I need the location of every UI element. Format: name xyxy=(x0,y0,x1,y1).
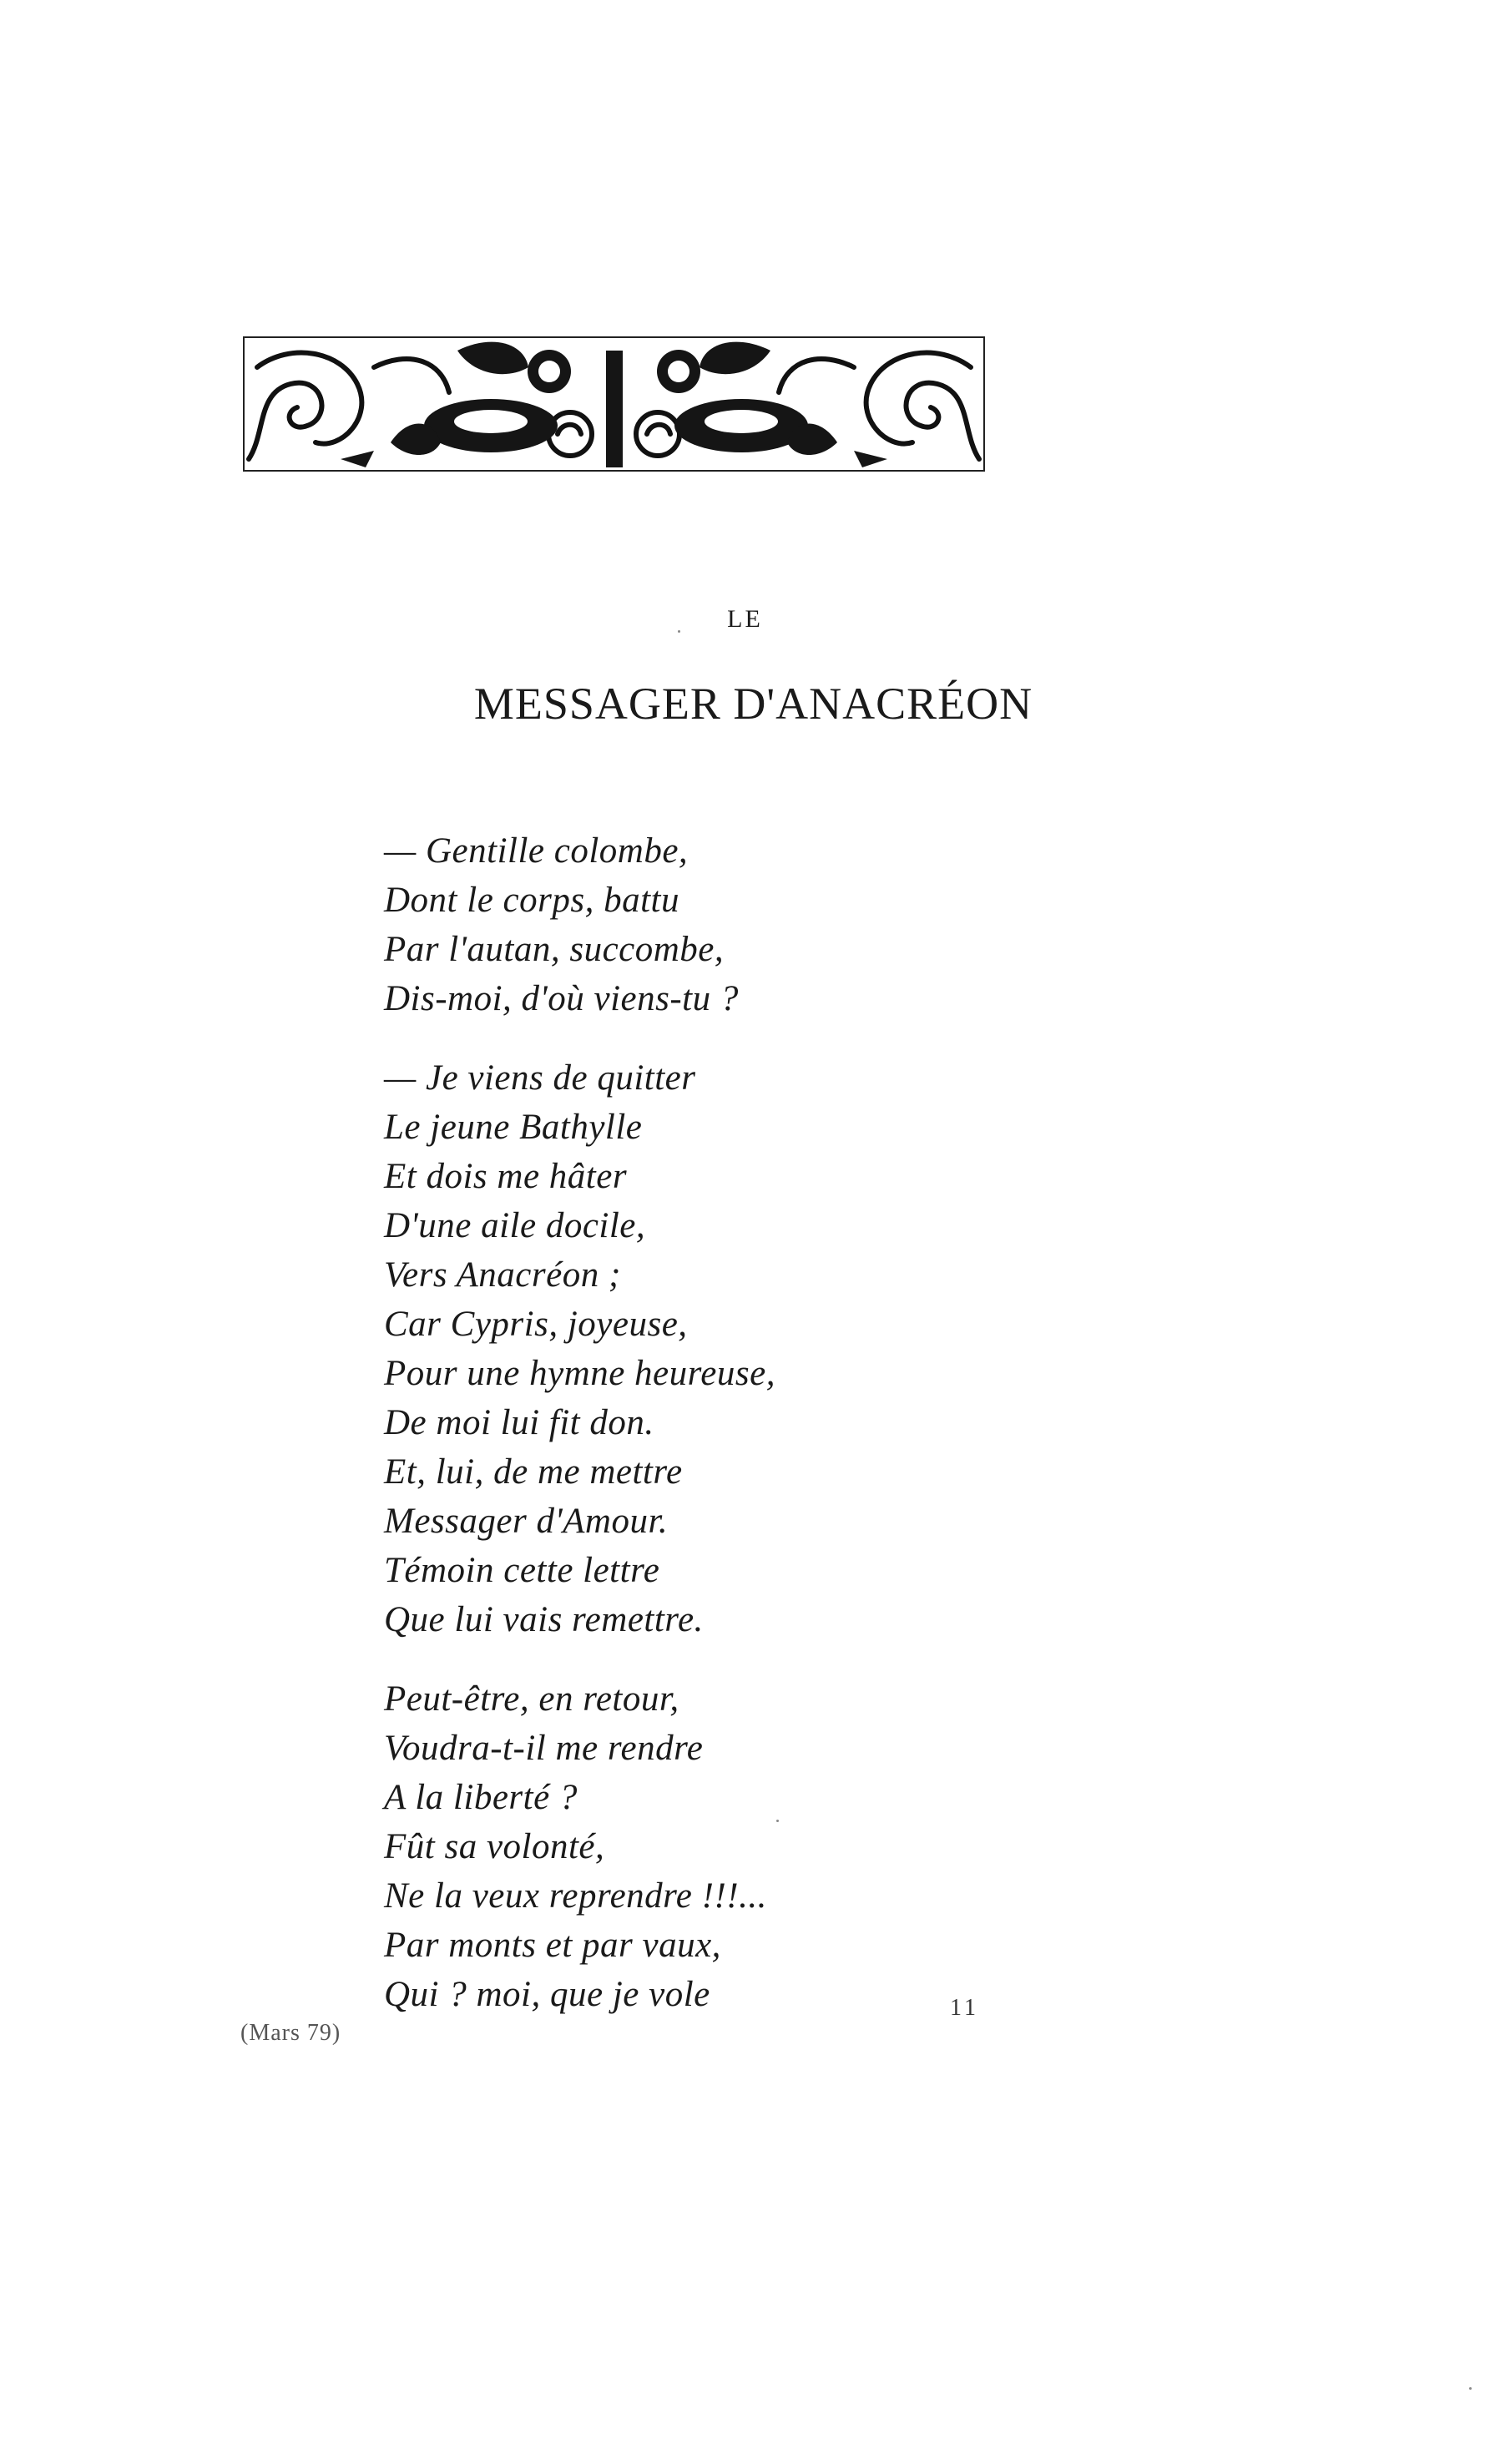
verse-line: Messager d'Amour. xyxy=(384,1502,669,1541)
verse-line: Par l'autan, succombe, xyxy=(384,930,725,969)
verse-line: Vers Anacréon ; xyxy=(384,1255,621,1295)
paper-speck xyxy=(776,1820,779,1822)
poem-title: MESSAGER D'ANACRÉON xyxy=(473,679,1033,729)
cherubs-foliage-headpiece-icon xyxy=(240,334,987,474)
paper-speck xyxy=(1469,2387,1472,2390)
title-prefix: LE xyxy=(727,605,763,633)
verse-line: Par monts et par vaux, xyxy=(384,1926,721,1965)
paper-speck xyxy=(678,630,680,633)
verse-line: Dont le corps, battu xyxy=(384,881,679,920)
verse-line: Fût sa volonté, xyxy=(384,1827,605,1866)
stanza-2 xyxy=(384,1053,1135,1644)
verse-line: Que lui vais remettre. xyxy=(384,1600,704,1639)
verse-line: D'une aile docile, xyxy=(384,1206,646,1245)
verse-line: Et, lui, de me mettre xyxy=(384,1452,683,1492)
verse-line: Peut-être, en retour, xyxy=(384,1679,679,1719)
stanza-1 xyxy=(384,826,1135,1023)
verse-line: Et dois me hâter xyxy=(384,1157,628,1196)
verse-line: Dis-moi, d'où viens-tu ? xyxy=(384,979,739,1018)
verse-line: Pour une hymne heureuse, xyxy=(384,1354,775,1393)
verse-line: De moi lui fit don. xyxy=(384,1403,654,1442)
verse-line: — Je viens de quitter xyxy=(384,1058,696,1098)
poem-body xyxy=(384,826,1135,2019)
stanza-3 xyxy=(384,1674,1135,2019)
verse-line: A la liberté ? xyxy=(384,1778,578,1817)
verse-line: — Gentille colombe, xyxy=(384,831,689,871)
verse-line: Qui ? moi, que je vole xyxy=(384,1975,710,2014)
verse-line: Témoin cette lettre xyxy=(384,1551,660,1590)
verse-line: Le jeune Bathylle xyxy=(384,1108,643,1147)
verse-line: Ne la veux reprendre !!!... xyxy=(384,1876,767,1916)
verse-line: Car Cypris, joyeuse, xyxy=(384,1305,688,1344)
verse-line: Voudra-t-il me rendre xyxy=(384,1729,704,1768)
printer-signature-mark: (Mars 79) xyxy=(240,2020,341,2046)
page-number: 11 xyxy=(950,1995,979,2021)
